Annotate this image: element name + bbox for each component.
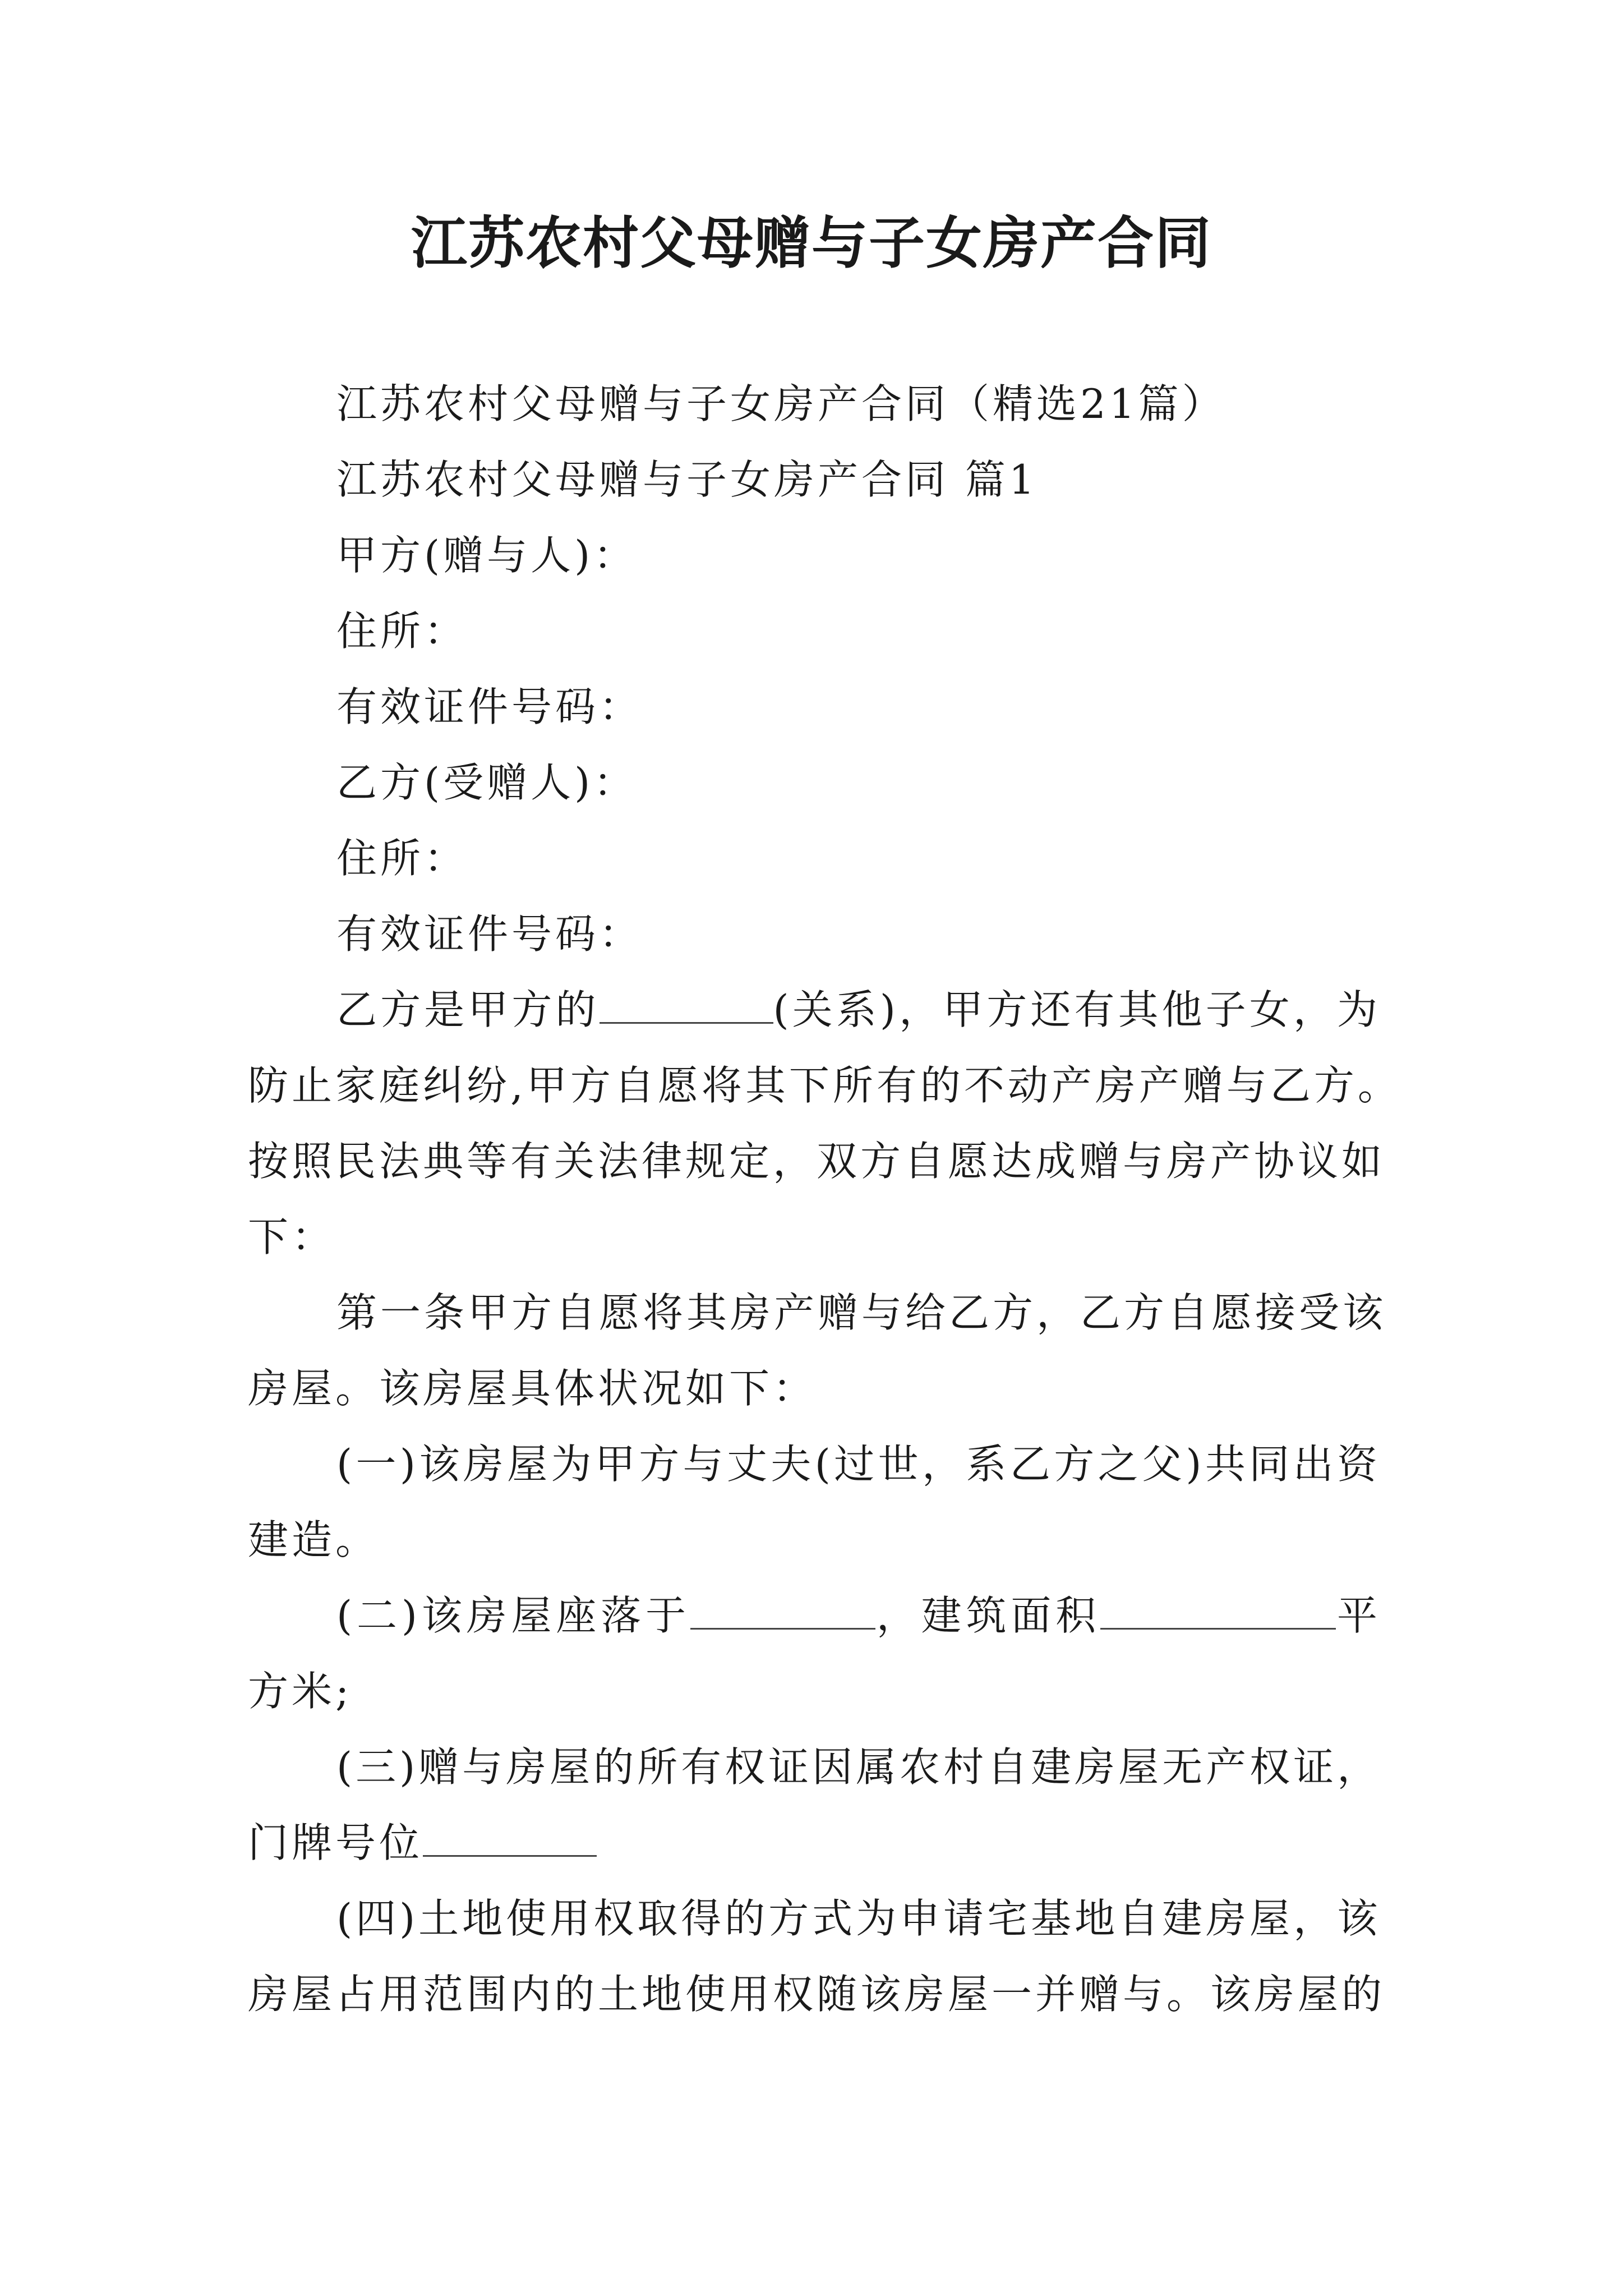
item-3-line-2	[248, 1815, 1381, 1871]
item-4-line-1: (四)土地使用权取得的方式为申请宅基地自建房屋，该	[336, 1895, 1381, 1942]
intro-paragraph-line-1	[336, 982, 1381, 1038]
item-4-line-2: 房屋占用范围内的土地使用权随该房屋一并赠与。该房屋的	[248, 1971, 1386, 2018]
item-1-line-1: (一)该房屋为甲方与丈夫(过世，系乙方之父)共同出资	[336, 1441, 1381, 1488]
intro-paragraph-line-4: 下：	[248, 1213, 336, 1260]
article-1-line-2: 房屋。该房屋具体状况如下：	[248, 1365, 817, 1412]
intro-text-a: 乙方是甲方的	[336, 986, 600, 1033]
party-a-id-label: 有效证件号码：	[336, 683, 643, 730]
item-1-line-2: 建造。	[248, 1516, 380, 1563]
intro-paragraph-line-2: 防止家庭纠纷,甲方自愿将其下所有的不动产房产赠与乙方。	[248, 1062, 1401, 1109]
location-blank	[690, 1593, 875, 1630]
party-a-address-label: 住所：	[336, 608, 468, 655]
item-3-line-1: (三)赠与房屋的所有权证因属农村自建房屋无产权证，	[336, 1743, 1381, 1791]
party-b-label: 乙方(受赠人)：	[336, 759, 638, 806]
intro-paragraph-line-3: 按照民法典等有关法律规定，双方自愿达成赠与房产协议如	[248, 1138, 1386, 1185]
item-2-text-b: ，建筑面积	[875, 1592, 1101, 1639]
party-b-id-label: 有效证件号码：	[336, 910, 643, 958]
party-b-address-label: 住所：	[336, 835, 468, 882]
item-3-text: 门牌号位	[248, 1819, 423, 1866]
party-a-label: 甲方(赠与人)：	[336, 532, 638, 579]
house-number-blank	[423, 1820, 597, 1857]
item-2-text-a: (二)该房屋座落于	[336, 1592, 690, 1639]
item-2-text-c: 平	[1336, 1592, 1381, 1639]
item-2-line-2: 方米;	[248, 1668, 353, 1715]
chapter-heading: 江苏农村父母赠与子女房产合同 篇1	[336, 456, 1038, 503]
area-blank	[1100, 1593, 1336, 1630]
relationship-blank	[600, 987, 773, 1024]
intro-text-b: (关系)，甲方还有其他子女，为	[773, 986, 1381, 1033]
item-2-line-1	[336, 1588, 1381, 1644]
article-1-line-1: 第一条甲方自愿将其房产赠与给乙方，乙方自愿接受该	[336, 1289, 1387, 1336]
document-title: 江苏农村父母赠与子女房产合同	[411, 210, 1212, 276]
document-subtitle: 江苏农村父母赠与子女房产合同（精选21篇）	[336, 380, 1226, 427]
